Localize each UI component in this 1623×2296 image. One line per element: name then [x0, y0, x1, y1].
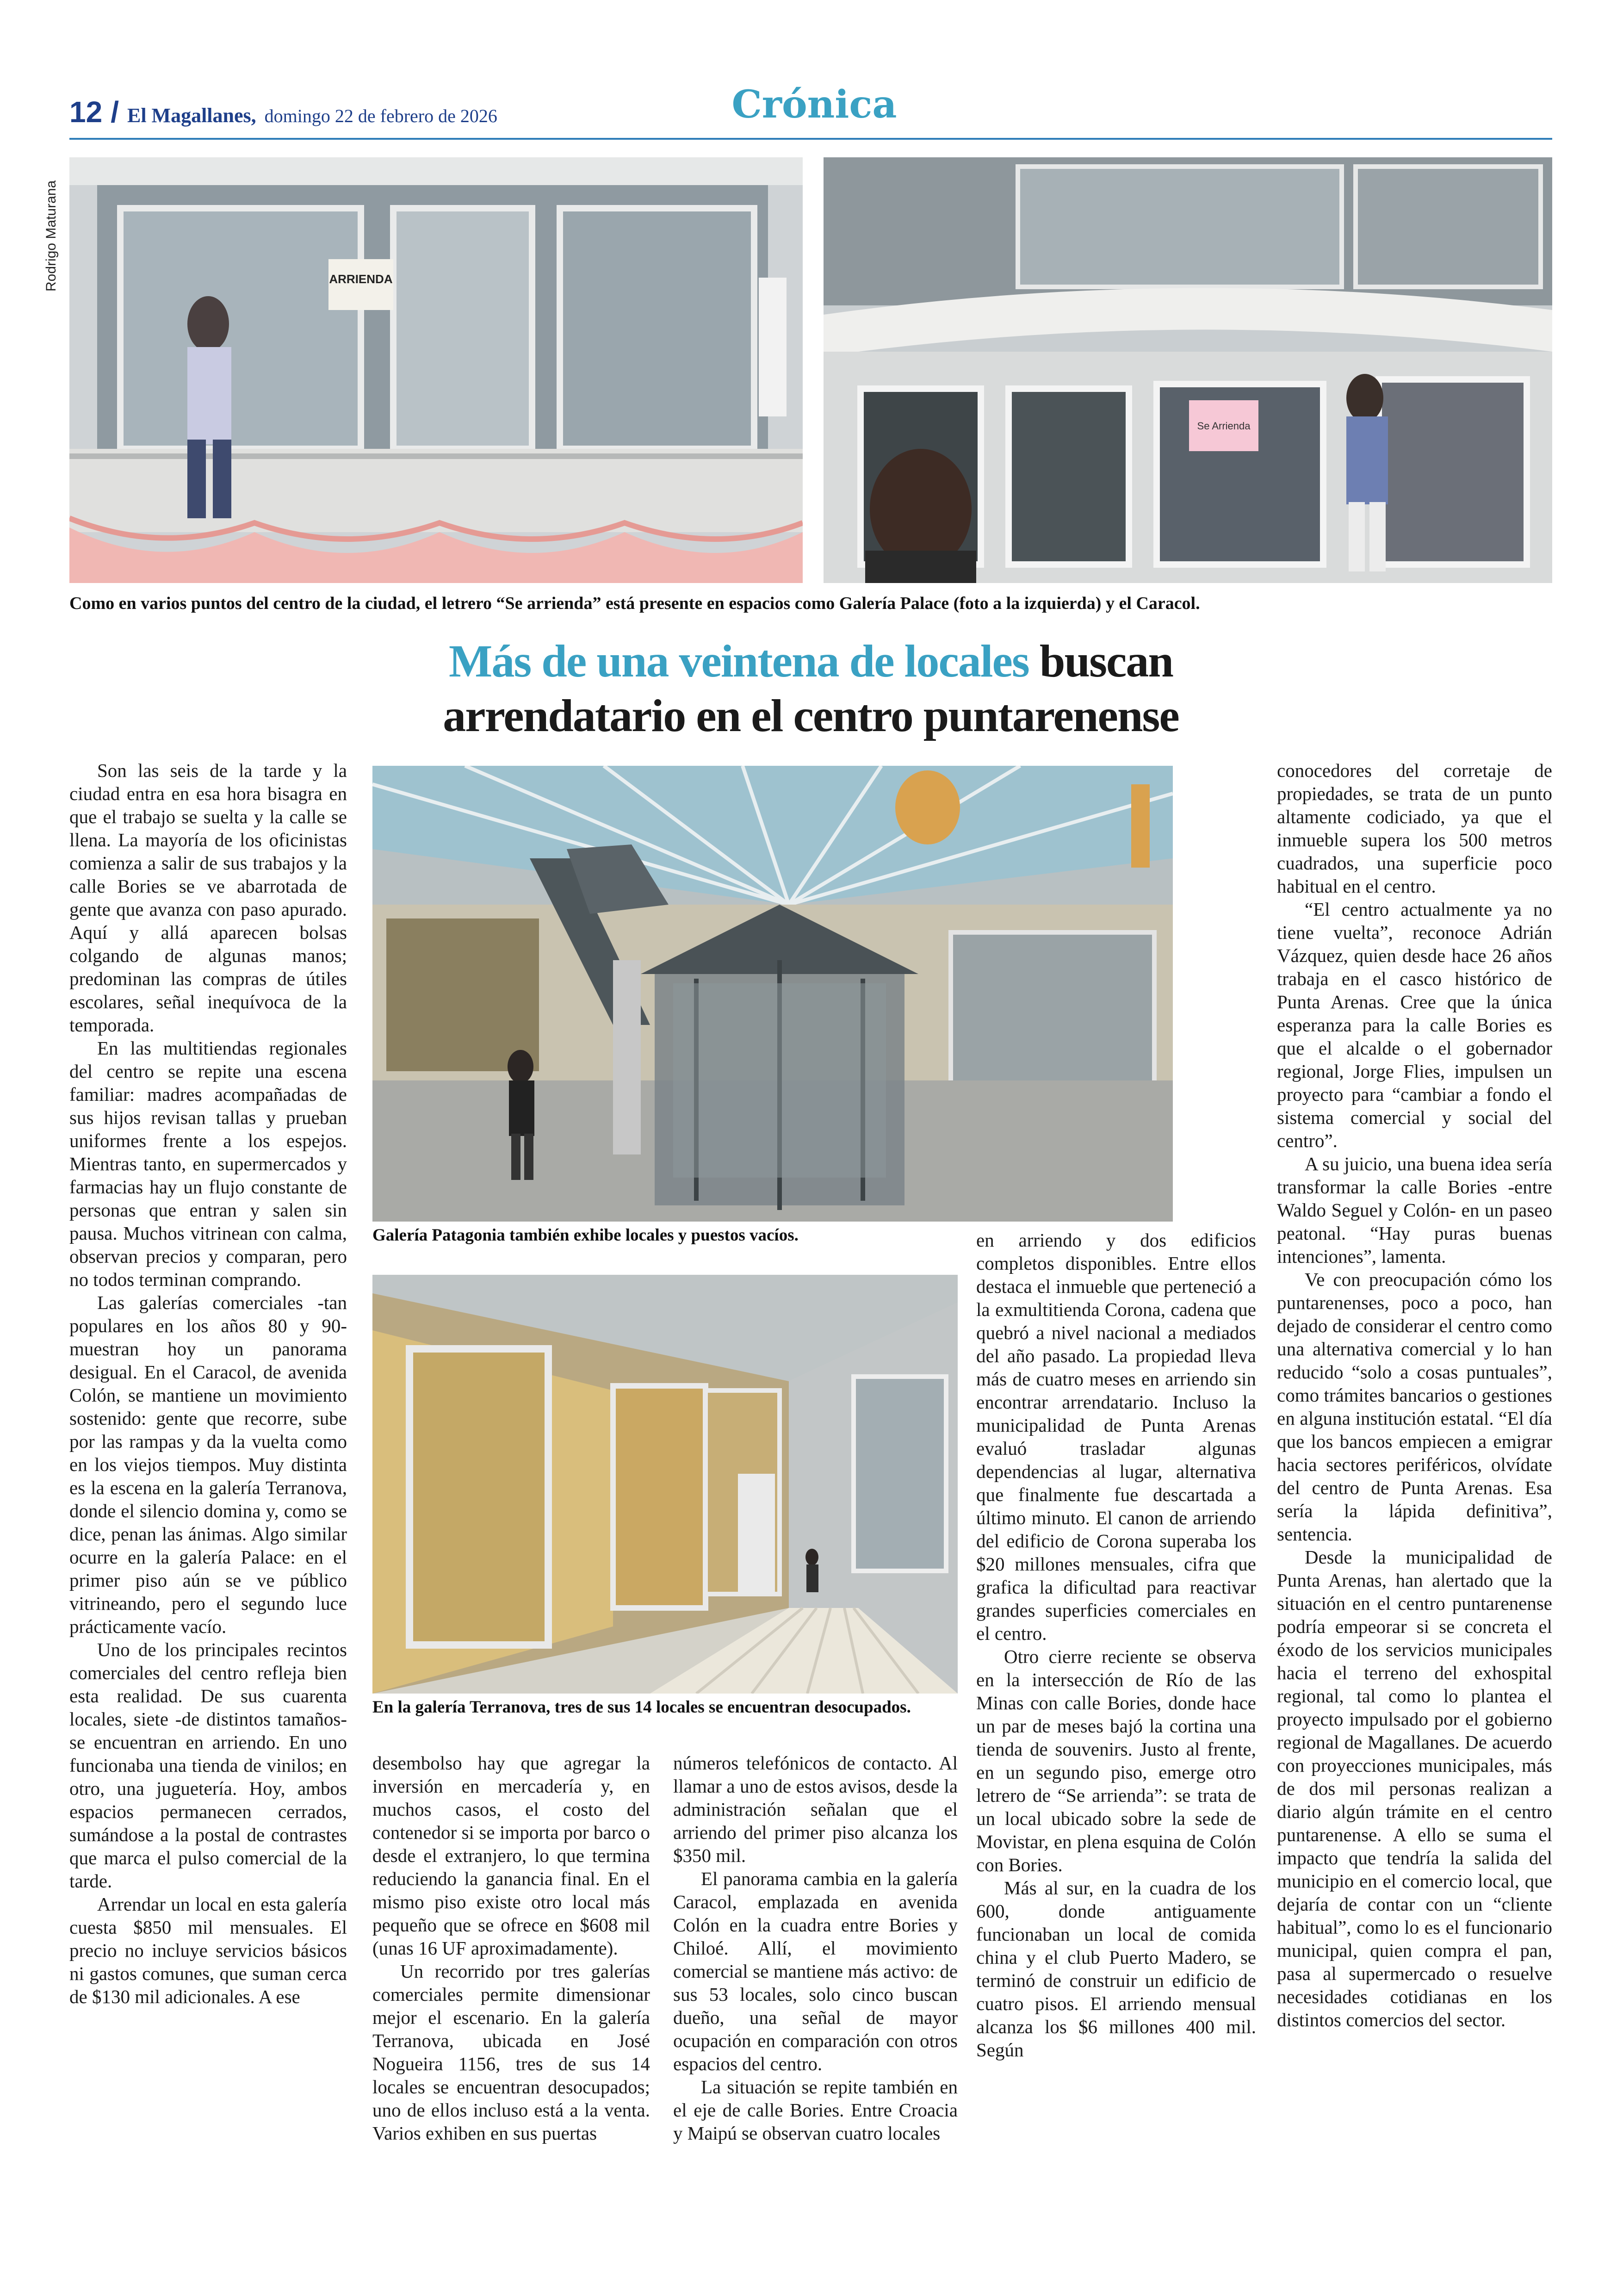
- article-column-2: [372, 1751, 650, 2145]
- section-title: Crónica: [731, 82, 897, 127]
- paragraph: en arriendo y dos edificios completos disponibles. Entre ellos destaca el inmueble que perteneció a la exmultitienda Corona, cadena que quebró a nivel nacional a mediados del año pasado. La propiedad lleva más de cuatro meses en arriendo sin encontrar arrendatario. Incluso la municipalidad de Punta Arenas evaluó trasladar algunas dependencias al lugar, alternativa que finalmente fue descartada a último minuto. El canon de arriendo del edificio de Corona superaba los $20 millones mensuales, cifra que grafica la dificultad para reactivar grandes superficies comerciales en el centro.: [976, 1229, 1256, 1644]
- newspaper-name: El Magallanes,: [127, 104, 256, 127]
- paragraph: Son las seis de la tarde y la ciudad entra en esa hora bisagra en que el trabajo se suelta y la calle se llena. La mayoría de los oficinistas comienza a salir de sus trabajos y la calle Bories se ve abarrotada de gente que avanza con paso apurado. Aquí y allá aparecen bolsas colgando de algunas manos; predominan las compras de útiles escolares, señal inequívoca de la temporada.: [69, 760, 347, 1036]
- photo-galeria-patagonia: [372, 766, 1173, 1222]
- photo-galeria-palace: [69, 157, 803, 583]
- paragraph: Uno de los principales recintos comerciales del centro refleja bien esta realidad. De sus cuarenta locales, siete -de distintos tamaños- se encuentran en arriendo. En uno funcionaba una tienda de vinilos; en otro, una juguetería. Hoy, ambos espacios permanecen cerrados, sumándose a la postal de contrastes que marca el pulso comercial de la tarde.: [69, 1639, 347, 1892]
- headline-rest: buscan: [1028, 635, 1173, 687]
- paragraph: Las galerías comerciales -tan populares en los años 80 y 90- muestran hoy un panorama desigual. En el Caracol, de avenida Colón, se mantiene un movimiento sostenido: gente que recorre, sube por las rampas y da la vuelta como en los viejos tiempos. Muy distinta es la escena en la galería Terranova, donde el silencio domina y, como se dice, penan las ánimas. Algo similar ocurre en la galería Palace: en el primer piso aún se ve público vitrineando, pero el segundo luce prácticamente vacío.: [69, 1292, 347, 1637]
- caption-top-photos: Como en varios puntos del centro de la ciudad, el letrero “Se arrienda” está presente en espacios como Galería Palace (foto a la izquierda) y el Caracol.: [69, 594, 1200, 613]
- paragraph: conocedores del corretaje de propiedades, se trata de un punto altamente codiciado, ya que el inmueble supera los 500 metros cuadrados, una superficie poco habitual en el centro.: [1277, 760, 1552, 897]
- article-column-3: [673, 1751, 958, 2145]
- paragraph: Un recorrido por tres galerías comerciales permite dimensionar mejor el escenario. En la galería Terranova, ubicada en José Nogueira 1156, tres de sus 14 locales se encuentran desocupados; uno de ellos incluso está a la venta. Varios exhiben en sus puertas: [372, 1961, 650, 2144]
- paragraph: Desde la municipalidad de Punta Arenas, han alertado que la situación en el centro puntarenense podría empeorar si se concreta el éxodo de los servicios municipales hacia el terreno del exhospital regional, tal como lo plantea el proyecto impulsado por el gobierno regional de Magallanes. De acuerdo con proyecciones municipales, más de dos mil personas realizan a diario algún trámite en el centro puntarenense. A ello se suma el impacto que tendría la salida del municipio en el comercio local, que dejaría de contar con un “cliente habitual”, como lo es el funcionario municipal, quien compra el pan, pasa al supermercado o resuelve necesidades cotidianas en los distintos comercios del sector.: [1277, 1546, 1552, 2030]
- headline-line2: arrendatario en el centro puntarenense: [443, 690, 1179, 741]
- photo-galeria-caracol: [824, 157, 1552, 583]
- paragraph: Ve con preocupación cómo los puntarenenses, poco a poco, han dejado de considerar el centro como una alternativa comercial y lo han reducido “solo a cosas puntuales”, como trámites bancarios o gestiones en alguna institución estatal. “El día que los bancos empiecen a emigrar hacia sectores periféricos, olvídate del centro de Punta Arenas. Esa sería la lápida definitiva”, sentencia.: [1277, 1269, 1552, 1545]
- paragraph: Más al sur, en la cuadra de los 600, donde antiguamente funcionaban un local de comida china y el club Puerto Madero, se terminó de construir un edificio de cuatro pisos. El arriendo mensual alcanza los $6 millones 400 mil. Según: [976, 1877, 1256, 2060]
- paragraph: desembolso hay que agregar la inversión en mercadería y, en muchos casos, el costo del contenedor si se importa por barco o desde el extranjero, lo que termina reduciendo la ganancia final. En el mismo piso existe otro local más pequeño que se ofrece en $608 mil (unas 16 UF aproximadamente).: [372, 1752, 650, 1959]
- paragraph: Otro cierre reciente se observa en la intersección de Río de las Minas con calle Bories, donde hace un par de meses bajó la cortina una tienda de souvenirs. Justo al frente, en un segundo piso, emerge otro letrero de “Se arrienda”: se trata de un local ubicado sobre la sede de Movistar, en plena esquina de Colón con Bories.: [976, 1646, 1256, 1875]
- article-column-5: [1277, 759, 1552, 2031]
- caption-galeria-terranova: En la galería Terranova, tres de sus 14 locales se encuentran desocupados.: [372, 1698, 911, 1717]
- paragraph: En las multitiendas regionales del centro se repite una escena familiar: madres acompañadas de sus hijos revisan tallas y prueban uniformes frente a los espejos. Mientras tanto, en supermercados y farmacias hay un flujo constante de personas que entran y salen sin pausa. Muchos vitrinean con calma, observan precios y comparan, pero no todos terminan comprando.: [69, 1037, 347, 1290]
- paragraph: números telefónicos de contacto. Al llamar a uno de estos avisos, desde la administración señalan que el arriendo del primer piso alcanza los $350 mil.: [673, 1752, 958, 1866]
- paragraph: La situación se repite también en el eje de calle Bories. Entre Croacia y Maipú se observan cuatro locales: [673, 2076, 958, 2144]
- publication-date: domingo 22 de febrero de 2026: [264, 105, 497, 126]
- paragraph: El panorama cambia en la galería Caracol, emplazada en avenida Colón en la cuadra entre Bories y Chiloé. Allí, el movimiento comercial se mantiene más activo: de sus 53 locales, solo cinco buscan dueño, una señal de mayor ocupación en comparación con otros espacios del centro.: [673, 1868, 958, 2074]
- article-column-1: [69, 759, 347, 2008]
- page-header: [69, 95, 497, 132]
- sign-arrienda: ARRIENDA: [329, 272, 393, 286]
- paragraph: “El centro actualmente ya no tiene vuelta”, reconoce Adrián Vázquez, quien desde hace 26 años trabaja en el casco histórico de Punta Arenas. Cree que la única esperanza para la calle Bories es que el alcalde o el gobernador regional, Jorge Flies, impulsen un proyecto para “cambiar a fondo el sistema comercial y social del centro”.: [1277, 899, 1552, 1151]
- page-number: 12: [69, 95, 103, 129]
- headline-highlight: Más de una veintena de locales: [448, 635, 1029, 687]
- photo-credit: [40, 153, 72, 292]
- paragraph: A su juicio, una buena idea sería transformar la calle Bories -entre Waldo Seguel y Colón- en un paseo peatonal. “Hay puras buenas intenciones”, lamenta.: [1277, 1153, 1552, 1267]
- sign-se-arrienda: Se Arrienda: [1197, 420, 1251, 432]
- caption-galeria-patagonia: Galería Patagonia también exhibe locales y puestos vacíos.: [372, 1226, 799, 1245]
- article-column-4: [976, 1229, 1256, 2061]
- header-separator: /: [111, 95, 119, 129]
- paragraph: Arrendar un local en esta galería cuesta $850 mil mensuales. El precio no incluye servicios básicos ni gastos comunes, que suman cerca de $130 mil adicionales. A ese: [69, 1893, 347, 2007]
- header-rule: [69, 138, 1552, 140]
- photo-credit-text: Rodrigo Maturana: [43, 180, 59, 292]
- photo-galeria-terranova: [372, 1275, 958, 1694]
- headline: [69, 634, 1552, 743]
